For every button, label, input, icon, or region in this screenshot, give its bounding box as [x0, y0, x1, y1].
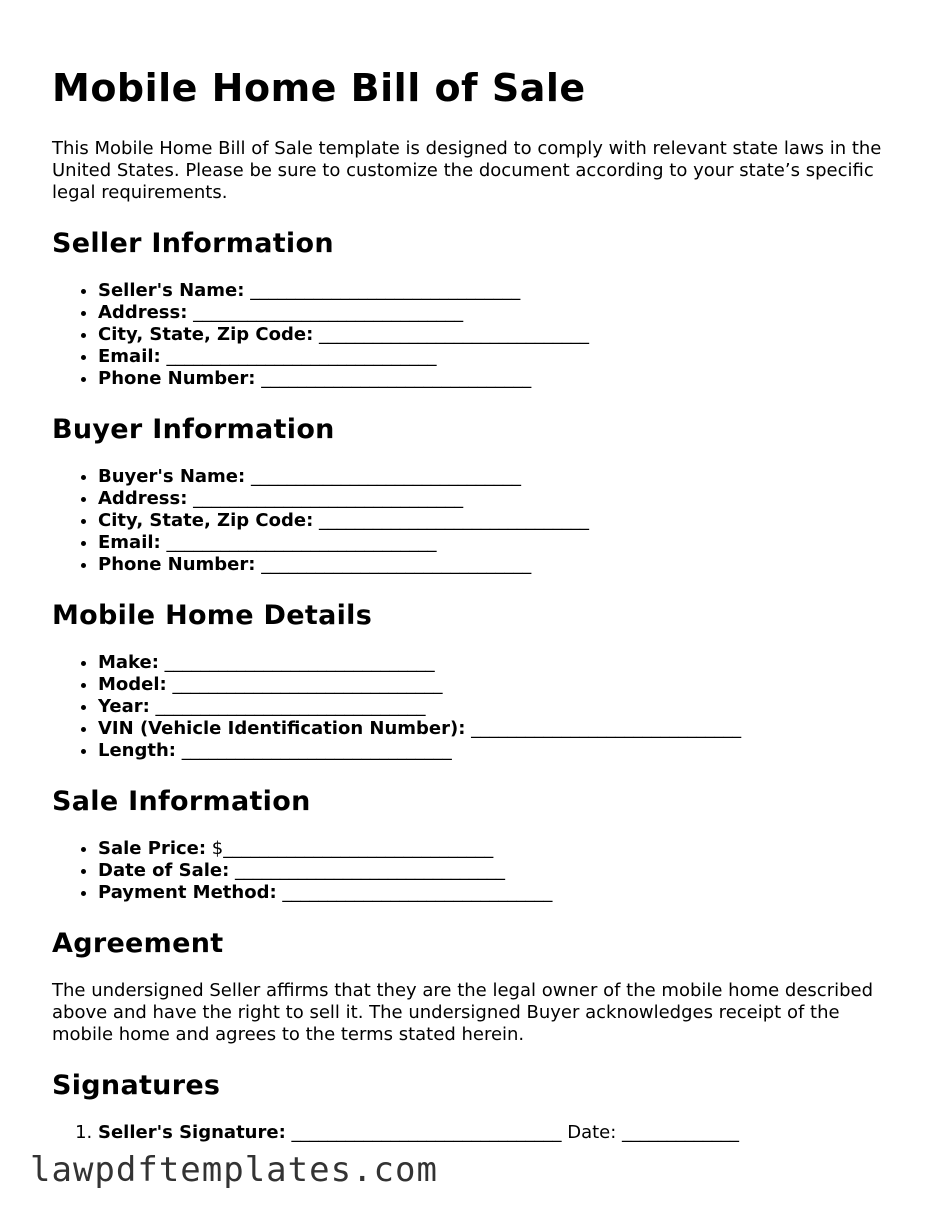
field-label: City, State, Zip Code: — [98, 324, 314, 345]
blank-field[interactable]: ______________________________ — [158, 652, 435, 673]
field-label: Email: — [98, 532, 161, 553]
blank-field[interactable]: ______________________________ — [313, 510, 590, 531]
list-item — [98, 838, 902, 860]
document — [52, 64, 902, 1144]
field-label: Date of Sale: — [98, 860, 230, 881]
list-item — [98, 882, 902, 904]
field-label: Address: — [98, 302, 188, 323]
field-label: Model: — [98, 674, 167, 695]
blank-field[interactable]: ______________________________ — [176, 740, 452, 761]
list-item — [98, 740, 902, 762]
field-label: Phone Number: — [98, 554, 256, 575]
list-item — [98, 302, 902, 324]
home-details-heading: Mobile Home Details — [52, 600, 373, 631]
list-item — [98, 346, 902, 368]
field-label: VIN (Vehicle Identification Number): — [98, 718, 466, 739]
watermark: lawpdftemplates.com — [30, 1150, 438, 1190]
field-label: Buyer's Name: — [98, 466, 246, 487]
list-item — [98, 554, 902, 576]
field-label: Seller's Name: — [98, 280, 245, 301]
blank-field[interactable]: ______________________________ — [187, 488, 464, 509]
blank-field[interactable]: ______________________________ — [245, 466, 521, 487]
blank-field[interactable]: ______________________________ — [244, 280, 521, 301]
field-label: City, State, Zip Code: — [98, 510, 314, 531]
seller-heading: Seller Information — [52, 228, 334, 259]
blank-field[interactable]: ______________________________ — [160, 346, 437, 367]
field-label: Year: — [98, 696, 150, 717]
blank-field[interactable]: ______________________________ — [313, 324, 590, 345]
list-item — [98, 718, 902, 740]
home-details-list — [52, 652, 902, 762]
buyer-list — [52, 466, 902, 576]
blank-field[interactable]: ______________________________ — [255, 368, 532, 389]
blank-field[interactable]: $______________________________ — [206, 838, 494, 859]
blank-field[interactable]: ______________________________ — [149, 696, 426, 717]
blank-field[interactable]: ______________________________ — [160, 532, 437, 553]
list-item — [98, 674, 902, 696]
field-label: Email: — [98, 346, 161, 367]
field-label: Seller's Signature: — [98, 1122, 286, 1143]
list-item — [98, 324, 902, 346]
agreement-paragraph: The undersigned Seller affirms that they are the legal owner of the mobile home described above and have the right to sell it. The undersigned Buyer acknowledges receipt of the mobile home and agrees to the terms stated herein. — [52, 980, 874, 1045]
field-label: Phone Number: — [98, 368, 256, 389]
field-label: Length: — [98, 740, 176, 761]
agreement-heading: Agreement — [52, 928, 224, 959]
sale-list — [52, 838, 902, 904]
sale-heading: Sale Information — [52, 786, 311, 817]
list-item — [98, 280, 902, 302]
seller-list — [52, 280, 902, 390]
list-item — [98, 466, 902, 488]
blank-field[interactable]: ______________________________ — [166, 674, 443, 695]
buyer-heading: Buyer Information — [52, 414, 335, 445]
list-item — [98, 860, 902, 882]
list-item — [98, 488, 902, 510]
list-item — [98, 696, 902, 718]
field-label: Address: — [98, 488, 188, 509]
list-item — [98, 532, 902, 554]
signatures-list — [52, 1122, 902, 1144]
blank-field[interactable]: ______________________________ — [187, 302, 464, 323]
field-label: Payment Method: — [98, 882, 277, 903]
signatures-heading: Signatures — [52, 1070, 221, 1101]
list-item — [98, 510, 902, 532]
list-item — [98, 368, 902, 390]
blank-field[interactable]: ______________________________ — [255, 554, 532, 575]
page-title: Mobile Home Bill of Sale — [52, 66, 586, 110]
list-item — [98, 652, 902, 674]
blank-field[interactable]: ______________________________ — [276, 882, 553, 903]
field-label: Make: — [98, 652, 159, 673]
list-item — [98, 1122, 902, 1144]
blank-field[interactable]: ______________________________ — [465, 718, 742, 739]
blank-field[interactable]: ______________________________ Date: _____________ — [285, 1122, 740, 1143]
field-label: Sale Price: — [98, 838, 207, 859]
intro-paragraph: This Mobile Home Bill of Sale template is designed to comply with relevant state laws in the United States. Please be sure to customize the document according to your state’s specific legal requirements. — [52, 138, 882, 203]
blank-field[interactable]: ______________________________ — [229, 860, 506, 881]
